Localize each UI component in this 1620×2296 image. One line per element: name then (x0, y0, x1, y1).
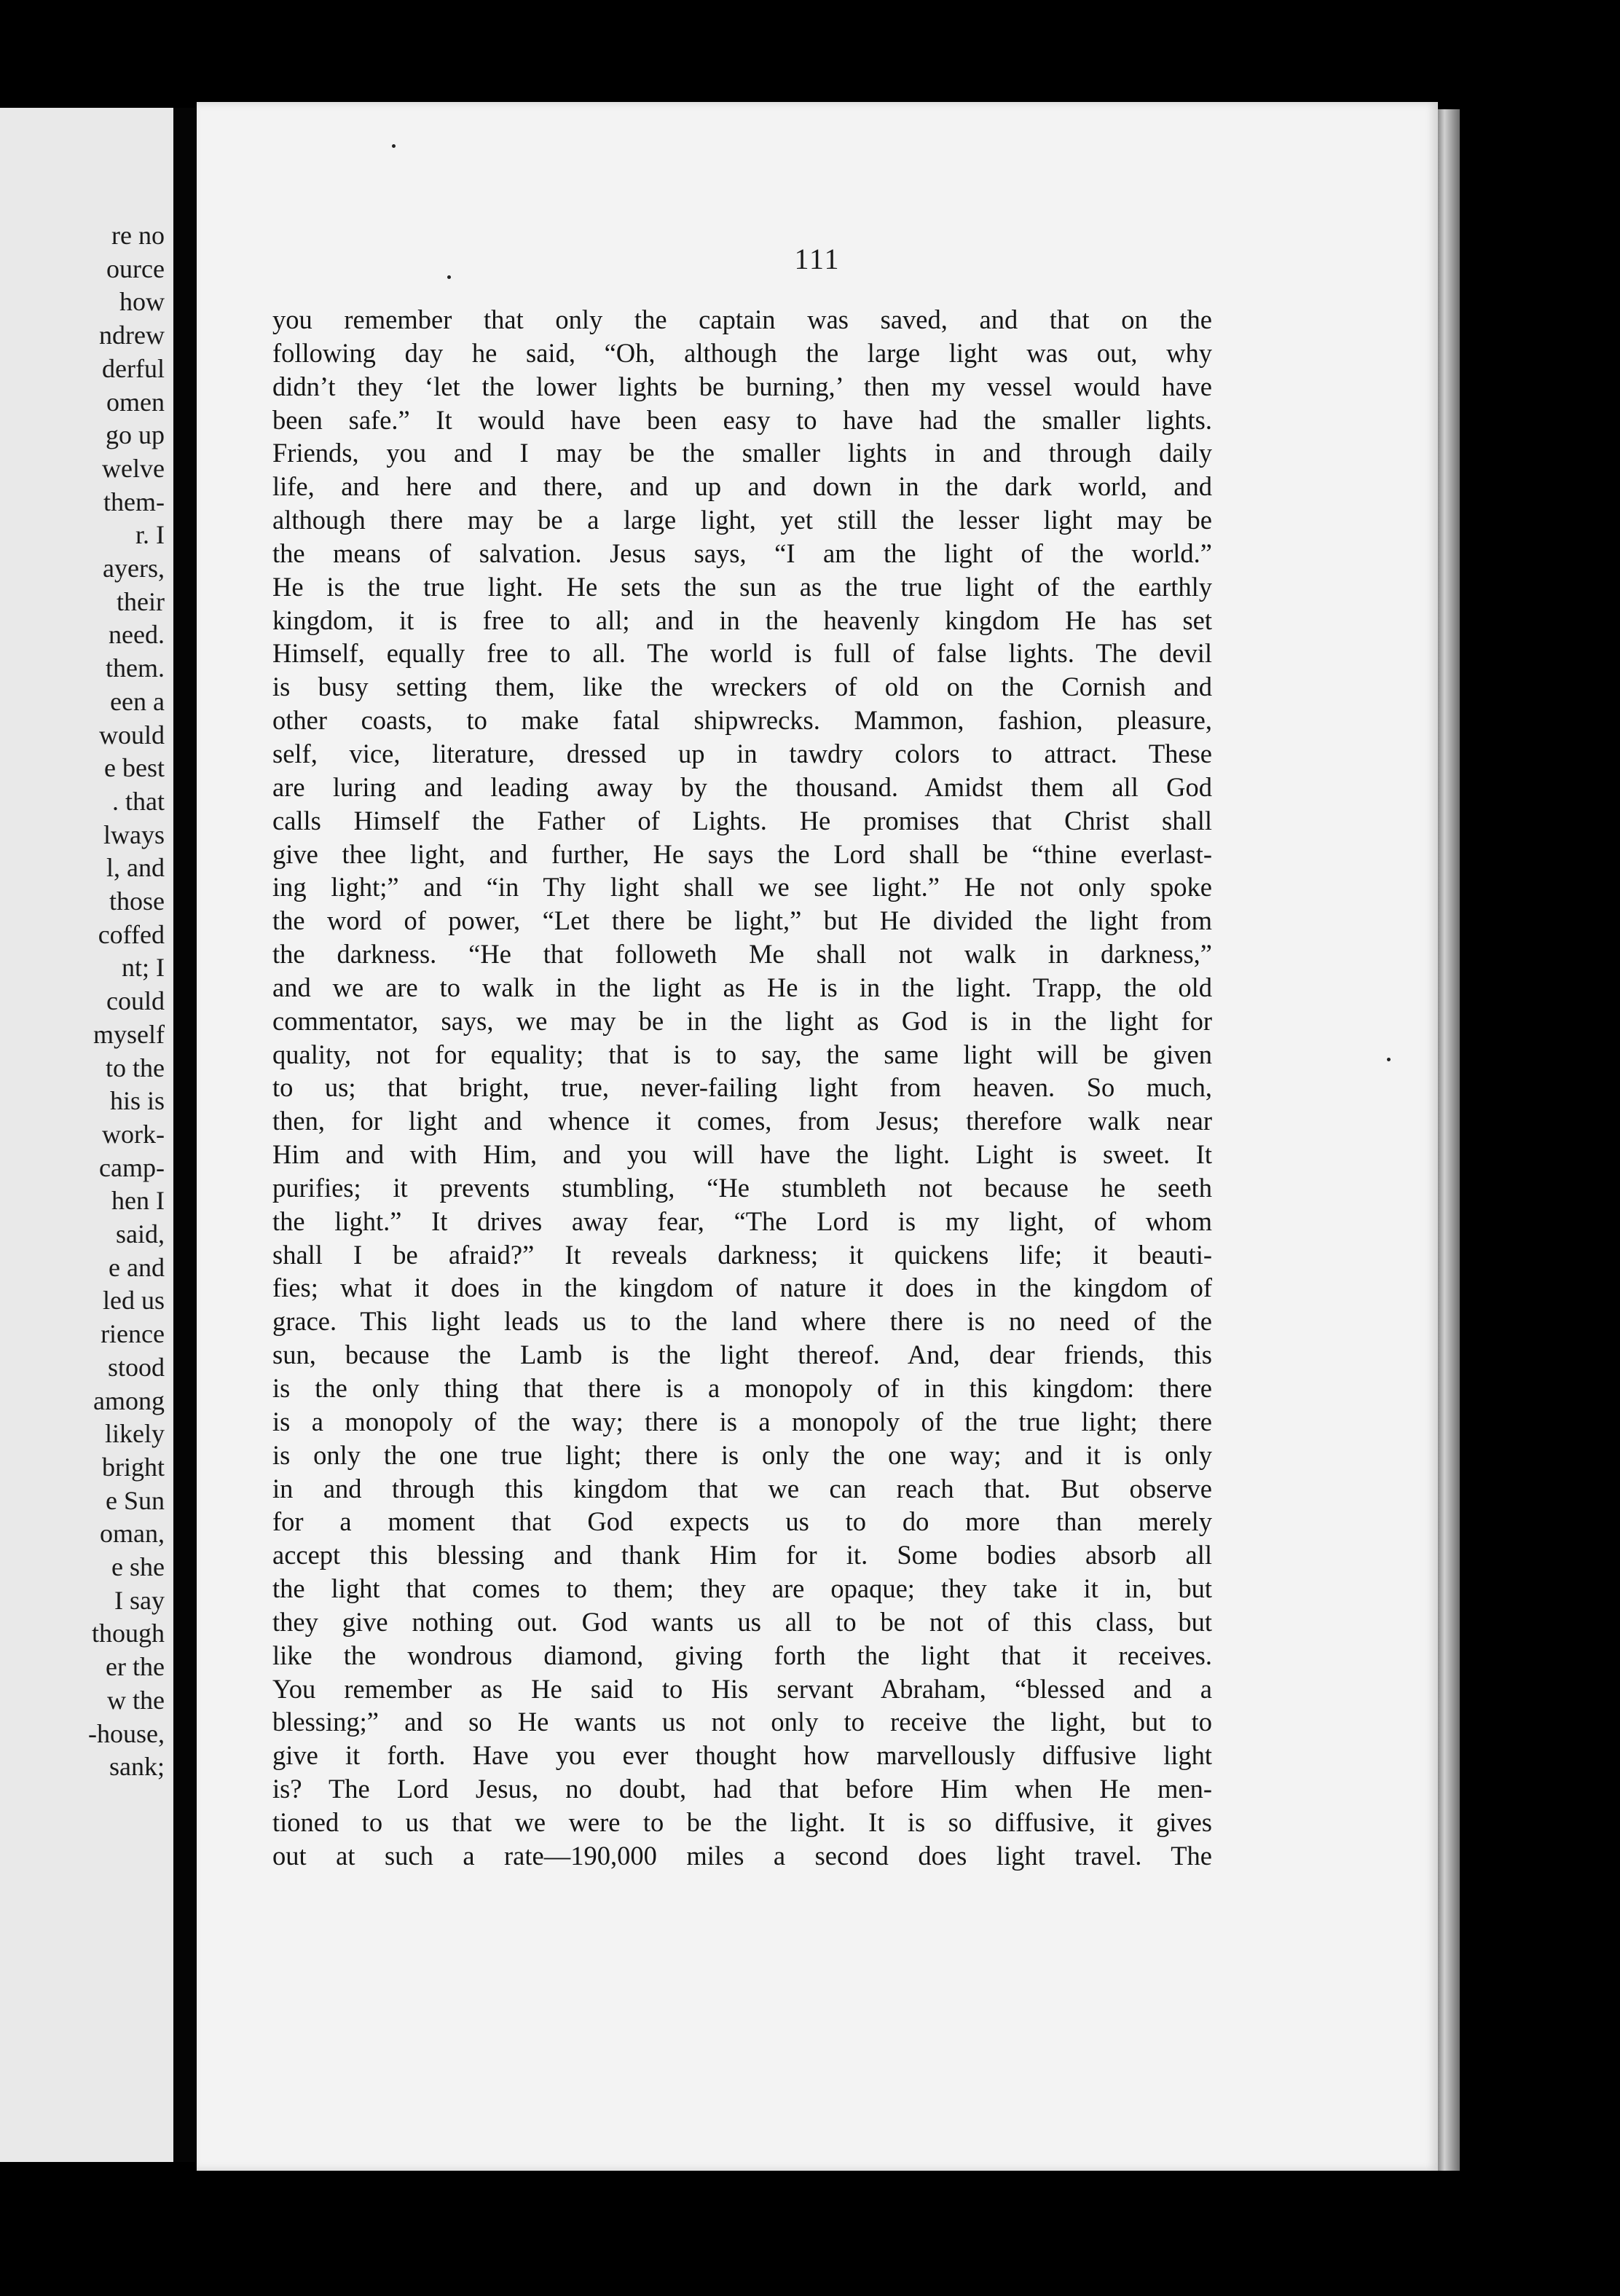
text-line: is busy setting them, like the wreckers of old on the Cornish and (272, 672, 1212, 702)
fragment-line: though (91, 1619, 165, 1648)
text-line: sun, because the Lamb is the light thereof. And, dear friends, this (272, 1340, 1212, 1370)
fragment-line: een a (110, 686, 165, 716)
fragment-line: oman, (100, 1519, 165, 1549)
fragment-line: likely (105, 1419, 165, 1449)
text-line: and we are to walk in the light as He is in the light. Trapp, the old (272, 972, 1212, 1002)
fragment-line: I say (114, 1585, 165, 1615)
text-line: been safe.” It would have been easy to have had the smaller lights. (272, 404, 1212, 435)
text-line: commentator, says, we may be in the light as God is in the light for (272, 1005, 1212, 1036)
text-line: then, for light and whence it comes, from Jesus; therefore walk near (272, 1106, 1212, 1136)
page-body-text (272, 303, 1212, 1873)
fragment-line: omen (106, 387, 165, 417)
text-line: You remember as He said to His servant Abraham, “blessed and a (272, 1673, 1212, 1704)
fragment-line: derful (102, 353, 165, 383)
book-gutter (173, 108, 195, 2162)
text-line: is only the one true light; there is only the one way; and it is only (272, 1439, 1212, 1470)
fragment-line: rience (101, 1319, 165, 1349)
text-line: purifies; it prevents stumbling, “He stumbleth not because he seeth (272, 1172, 1212, 1203)
text-line: following day he said, “Oh, although the large light was out, why (272, 337, 1212, 368)
text-line: give it forth. Have you ever thought how marvellously diffusive light (272, 1740, 1212, 1771)
fragment-line: e she (111, 1552, 165, 1581)
fragment-line: e best (104, 753, 165, 783)
text-line: although there may be a large light, yet still the lesser light may be (272, 505, 1212, 535)
text-line: blessing;” and so He wants us not only to receive the light, but to (272, 1707, 1212, 1737)
fragment-line: nt; I (122, 953, 165, 983)
text-line: shall I be afraid?” It reveals darkness; it quickens life; it beauti- (272, 1239, 1212, 1270)
fragment-line: those (109, 886, 165, 916)
fragment-line: them- (103, 487, 165, 516)
text-line: like the wondrous diamond, giving forth the light that it receives. (272, 1640, 1212, 1670)
fragment-line: ource (106, 253, 165, 283)
text-line: other coasts, to make fatal shipwrecks. Mammon, fashion, pleasure, (272, 705, 1212, 736)
fragment-line: could (106, 986, 165, 1016)
previous-page-fragment (0, 108, 173, 2162)
fragment-line: need. (109, 620, 165, 650)
print-speck (1387, 1058, 1391, 1061)
fragment-line: go up (106, 420, 165, 450)
text-line: to us; that bright, true, never-failing light from heaven. So much, (272, 1072, 1212, 1103)
text-line: the word of power, “Let there be light,” but He divided the light from (272, 905, 1212, 936)
fragment-line: -house, (88, 1718, 165, 1748)
text-line: grace. This light leads us to the land where there is no need of the (272, 1306, 1212, 1337)
text-line: are luring and leading away by the thousand. Amidst them all God (272, 771, 1212, 802)
text-line: tioned to us that we were to be the light. It is so diffusive, it gives (272, 1806, 1212, 1837)
text-line: in and through this kingdom that we can reach that. But observe (272, 1473, 1212, 1503)
text-line: is the only thing that there is a monopoly of in this kingdom: there (272, 1373, 1212, 1403)
text-line: Friends, you and I may be the smaller lights in and through daily (272, 438, 1212, 468)
text-line: calls Himself the Father of Lights. He promises that Christ shall (272, 805, 1212, 836)
text-line: they give nothing out. God wants us all to be not of this class, but (272, 1606, 1212, 1637)
fragment-line: how (119, 287, 165, 317)
fragment-line: led us (103, 1286, 165, 1316)
text-line: accept this blessing and thank Him for it. Some bodies absorb all (272, 1540, 1212, 1570)
text-line: self, vice, literature, dressed up in tawdry colors to attract. These (272, 738, 1212, 768)
text-line: fies; what it does in the kingdom of nature it does in the kingdom of (272, 1273, 1212, 1303)
fragment-line: bright (102, 1452, 165, 1482)
fragment-line: his is (109, 1086, 165, 1116)
text-line: didn’t they ‘let the lower lights be burning,’ then my vessel would have (272, 371, 1212, 401)
text-line: Himself, equally free to all. The world is full of false lights. The devil (272, 638, 1212, 669)
print-speck (392, 144, 396, 148)
fragment-line: l, and (106, 853, 165, 883)
text-line: ing light;” and “in Thy light shall we see light.” He not only spoke (272, 872, 1212, 903)
fragment-line: them. (106, 653, 165, 683)
fragment-line: e Sun (106, 1485, 165, 1515)
fragment-line: to the (106, 1053, 165, 1082)
fragment-line: myself (93, 1019, 165, 1049)
page-stack-edge (1438, 109, 1460, 2171)
book-page (197, 102, 1438, 2171)
print-speck (447, 275, 451, 279)
fragment-line: w the (107, 1685, 165, 1715)
fragment-line: e and (109, 1252, 165, 1282)
fragment-line: camp- (99, 1152, 165, 1182)
text-line: Him and with Him, and you will have the light. Light is sweet. It (272, 1139, 1212, 1170)
text-line: is a monopoly of the way; there is a monopoly of the true light; there (272, 1406, 1212, 1436)
fragment-line: lways (103, 819, 165, 849)
fragment-line: coffed (98, 919, 165, 949)
fragment-line: stood (107, 1352, 165, 1382)
text-line: life, and here and there, and up and down in the dark world, and (272, 471, 1212, 502)
text-line: the light that comes to them; they are opaque; they take it in, but (272, 1573, 1212, 1604)
fragment-line: work- (102, 1119, 165, 1149)
fragment-line: welve (102, 453, 165, 483)
fragment-line: er the (106, 1652, 165, 1682)
fragment-line: would (99, 720, 165, 750)
page-number: 111 (794, 243, 841, 275)
text-line: kingdom, it is free to all; and in the heavenly kingdom He has set (272, 605, 1212, 635)
text-line: you remember that only the captain was saved, and that on the (272, 304, 1212, 334)
text-line: He is the true light. He sets the sun as the true light of the earthly (272, 571, 1212, 602)
fragment-line: sank; (109, 1752, 165, 1782)
fragment-line: r. I (135, 520, 165, 550)
text-line: quality, not for equality; that is to say, the same light will be given (272, 1039, 1212, 1069)
text-line: is? The Lord Jesus, no doubt, had that before Him when He men- (272, 1774, 1212, 1804)
fragment-line: their (117, 586, 165, 616)
text-line: the darkness. “He that followeth Me shall not walk in darkness,” (272, 939, 1212, 970)
fragment-line: said, (116, 1219, 165, 1249)
fragment-line: . that (112, 786, 165, 816)
text-line: out at such a rate—190,000 miles a second does light travel. The (272, 1840, 1212, 1871)
fragment-line: ndrew (99, 321, 165, 350)
fragment-line: among (93, 1385, 165, 1415)
text-line: the means of salvation. Jesus says, “I am the light of the world.” (272, 538, 1212, 568)
text-line: give thee light, and further, He says the Lord shall be “thine everlast- (272, 838, 1212, 869)
text-line: for a moment that God expects us to do more than merely (272, 1506, 1212, 1537)
fragment-line: re no (111, 221, 165, 250)
text-line: the light.” It drives away fear, “The Lord is my light, of whom (272, 1206, 1212, 1236)
fragment-line: ayers, (103, 554, 165, 583)
fragment-line: hen I (111, 1186, 165, 1216)
